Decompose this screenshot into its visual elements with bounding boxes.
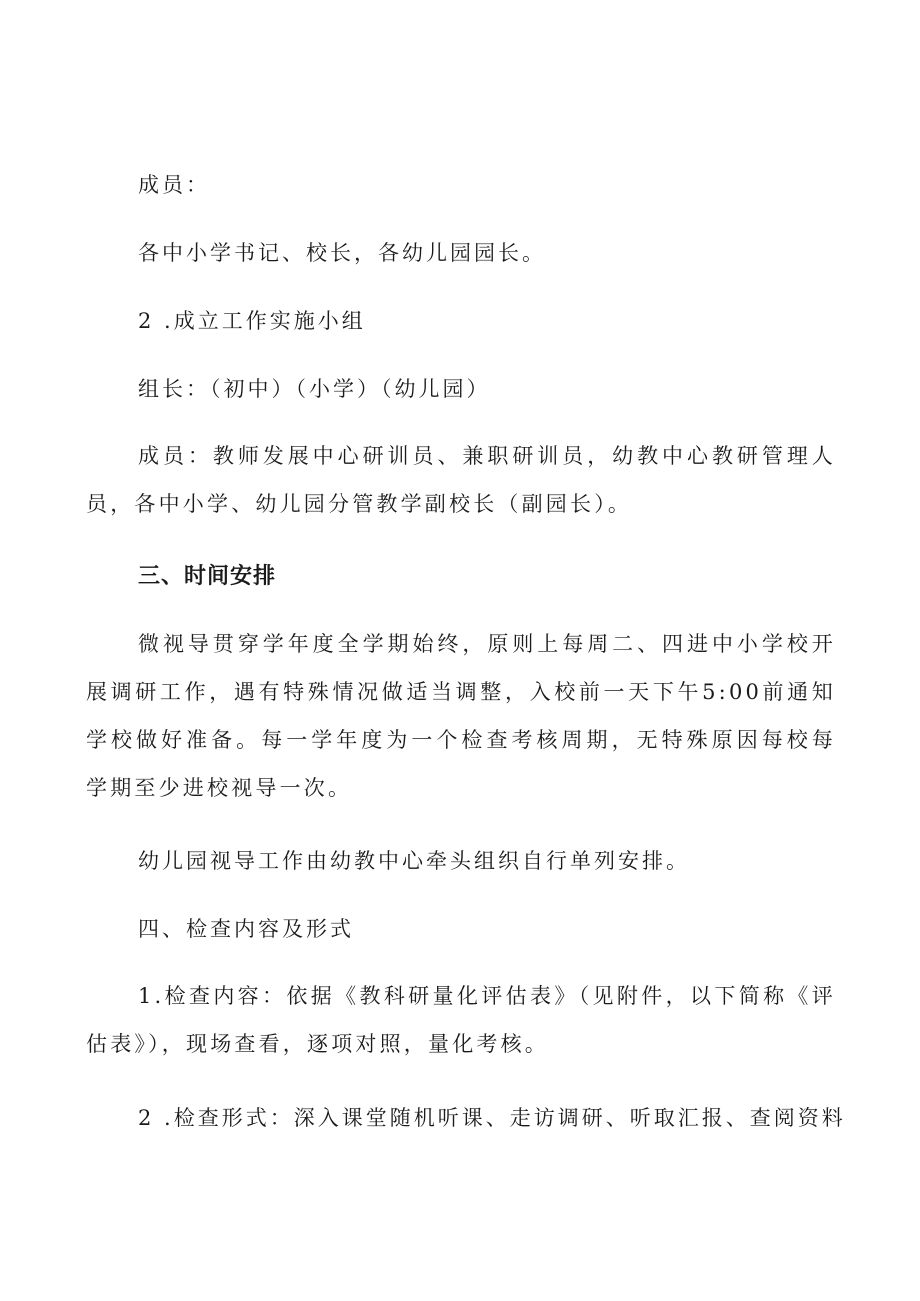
section3-heading: 三、时间安排 [138,564,277,589]
check-content-paragraph: 1.检查内容：依据《教科研量化评估表》（见附件，以下简称《评估表》），现场查看，逐项对照，量化考核。 [86,984,836,1056]
members-list: 各中小学书记、校长，各幼儿园园长。 [138,241,546,265]
members-label: 成员： [138,173,210,197]
group-members-paragraph: 成员：教师发展中心研训员、兼职研训员，幼教中心教研管理人员，各中小学、幼儿园分管教学副校长（副园长）。 [86,444,836,516]
schedule-paragraph: 微视导贯穿学年度全学期始终，原则上每周二、四进中小学校开展调研工作，遇有特殊情况做适当调整，入校前一天下午5:00前通知学校做好准备。每一学年度为一个检查考核周期，无特殊原因每校每学期至少进校视导一次。 [86,632,836,800]
group-leader: 组长：（初中）（小学）（幼儿园） [138,377,491,401]
item2-title: 2 .成立工作实施小组 [138,309,366,333]
check-form-paragraph: 2 .检查形式：深入课堂随机听课、走访调研、听取汇报、查阅资料 [138,1106,846,1130]
section4-heading: 四、检查内容及形式 [138,917,354,941]
kindergarten-paragraph: 幼儿园视导工作由幼教中心牵头组织自行单列安排。 [138,849,690,873]
